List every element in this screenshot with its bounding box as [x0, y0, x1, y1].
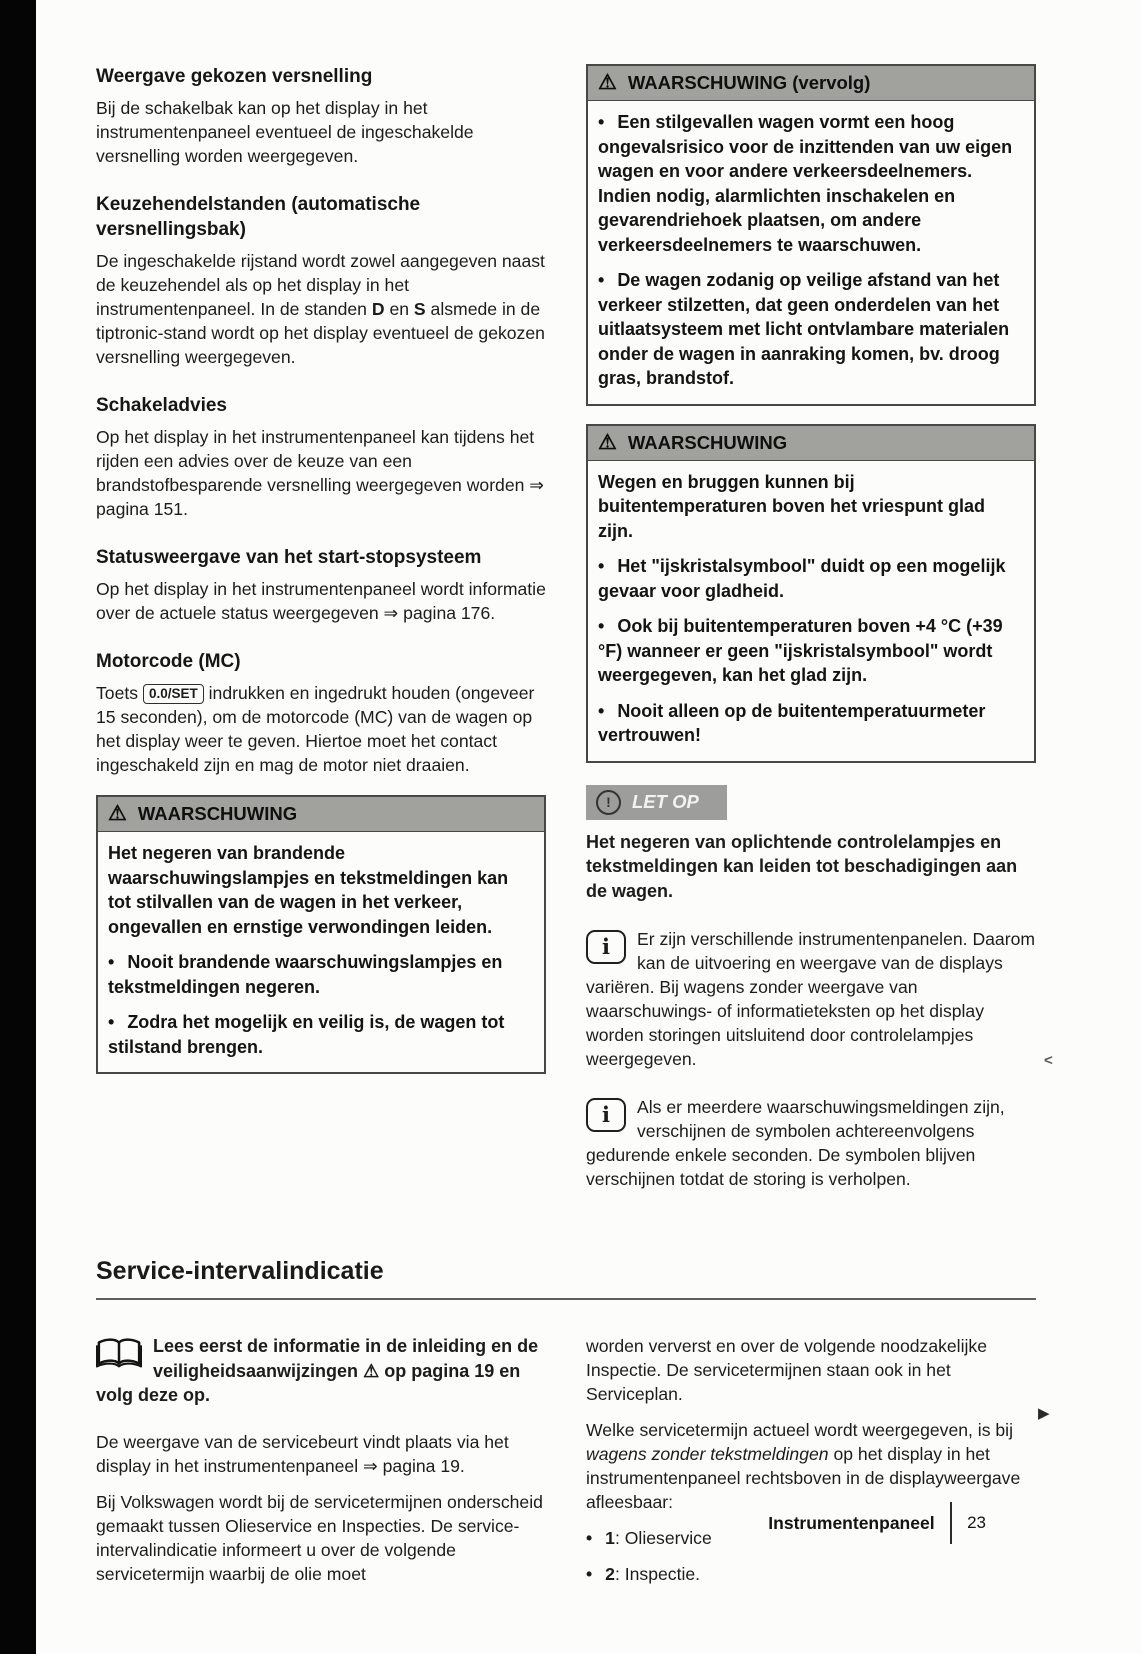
manual-book-icon — [96, 1337, 142, 1376]
service-paragraph: worden ververst en over de volgende noodzakelijke Inspectie. De servicetermijnen staan ook in het Serviceplan. — [586, 1336, 987, 1404]
gear-d-label: D — [371, 299, 385, 319]
service-columns — [96, 1334, 1036, 1598]
section-paragraph: Bij de schakelbak kan op het display in het instrumentenpaneel eventueel de ingeschakelde versnelling worden weergegeven. — [96, 98, 474, 166]
paragraph-text: op het display in het instrumentenpaneel rechtsboven in de displayweergave afleesbaar: — [586, 1444, 1021, 1512]
bullet-icon: • — [598, 556, 605, 576]
section-title: Statusweergave van het start-stopsysteem — [96, 547, 482, 568]
paragraph-text: alsmede in de tiptronic-stand wordt op het display eventueel de gekozen versnelling weergegeven. — [96, 299, 545, 367]
italic-term: wagens zonder tekstmeldingen — [586, 1444, 829, 1464]
bullet-icon: • — [586, 1564, 593, 1584]
warning-text: Het negeren van brandende waarschuwingslampjes en tekstmeldingen kan tot stilvallen van de wagen in het verkeer, ongevallen en ernstige verwondingen leiden. — [108, 843, 509, 937]
binding-spine — [0, 0, 36, 1654]
paragraph-text: De ingeschakelde rijstand wordt zowel aangegeven naast de keuzehendel als op het display in het instrumentenpaneel. In de standen — [96, 251, 545, 319]
warning-bullet-text: De wagen zodanig op veilige afstand van het verkeer stilzetten, dat geen onderdelen van het uitlaatsysteem met licht ontvlambare materialen onder de wagen in aanraking komen, bv. droog gras, brandstof. — [598, 270, 1010, 388]
bullet-icon: • — [598, 270, 605, 290]
left-column — [96, 60, 546, 1191]
warning-triangle-icon: ⚠ — [598, 71, 617, 94]
warning-box — [96, 795, 546, 1074]
paragraph-text: indrukken en ingedrukt houden (ongeveer 15 seconden), om de motorcode (MC) van de wagen op het display weer te geven. Hiertoe moet het contact ingeschakeld zijn en mag de motor niet draaien. — [96, 683, 535, 775]
notice-text: Het negeren van oplichtende controlelampjes en tekstmeldingen kan leiden tot beschadigingen aan de wagen. — [586, 831, 1018, 901]
paragraph-text: Welke servicetermijn actueel wordt weergegeven, is bij — [586, 1420, 1014, 1440]
top-columns — [96, 60, 1036, 1191]
section-paragraph — [96, 249, 546, 369]
right-column — [586, 60, 1036, 1191]
service-item-number: 1 — [605, 1528, 615, 1548]
scan-artifact-icon: < — [1044, 1052, 1053, 1069]
service-paragraph: De weergave van de servicebeurt vindt plaats via het display in het instrumentenpaneel ⇒ pagina 19. — [96, 1431, 509, 1476]
section-paragraph: Op het display in het instrumentenpaneel kan tijdens het rijden een advies over de keuze van een brandstofbesparende versnelling weergegeven worden ⇒ pagina 151. — [96, 427, 545, 519]
section-paragraph — [96, 681, 546, 777]
warning-bullet — [598, 110, 1024, 257]
info-note — [586, 927, 1036, 1071]
section-title: Schakeladvies — [96, 395, 227, 416]
notice-header — [586, 785, 727, 820]
service-section-heading: Service-intervalindicatie — [96, 1257, 1036, 1300]
set-button-keycap: 0.0/SET — [143, 684, 204, 704]
warning-bullet — [598, 614, 1024, 688]
footer-chapter-label: Instrumentenpaneel — [768, 1512, 935, 1533]
service-right-column — [586, 1334, 1036, 1598]
warning-text: Wegen en bruggen kunnen bij buitentemperaturen boven het vriespunt glad zijn. — [598, 471, 986, 541]
warning-bullet-text: Ook bij buitentemperaturen boven +4 °C (+39 °F) wanneer er geen "ijskristalsymbool" wordt weergegeven, kan het glad zijn. — [598, 616, 1003, 685]
info-note — [586, 1095, 1036, 1191]
warning-bullet-text: Het "ijskristalsymbool" duidt op een mogelijk gevaar voor gladheid. — [598, 556, 1006, 601]
warning-triangle-icon: ⚠ — [598, 430, 617, 454]
service-left-column — [96, 1334, 546, 1598]
notice-title: LET OP — [632, 791, 699, 812]
bullet-icon: • — [108, 1012, 115, 1032]
warning-box — [586, 424, 1036, 763]
page-continues-arrow-icon: ▶ — [1038, 1405, 1050, 1422]
warning-bullet-text: Nooit alleen op de buitentemperatuurmeter vertrouwen! — [598, 700, 986, 745]
bullet-icon: • — [586, 1528, 593, 1548]
gear-s-label: S — [413, 299, 426, 319]
bullet-icon: • — [108, 952, 115, 972]
paragraph-text: Toets — [96, 683, 143, 703]
page-footer — [768, 1502, 986, 1544]
warning-title: WAARSCHUWING — [137, 803, 298, 824]
warning-box-continued — [586, 64, 1036, 406]
warning-bullet — [598, 699, 1024, 748]
warning-header — [588, 66, 1034, 101]
service-item-text: : Inspectie. — [614, 1564, 701, 1584]
warning-body — [98, 832, 544, 1072]
service-intro-text: Lees eerst de informatie in de inleiding en de veiligheidsaanwijzingen — [153, 1336, 539, 1381]
warning-bullet-text: Een stilgevallen wagen vormt een hoog ongevalsrisico voor de inzittenden van uw eigen wagen en voor andere verkeersdeelnemers. Indien nodig, alarmlichten inschakelen en gevarendriehoek plaatsen, om andere verkeersdeelnemers te waarschuwen. — [598, 112, 1013, 255]
warning-triangle-icon: ⚠ — [363, 1360, 380, 1381]
section-paragraph: Op het display in het instrumentenpaneel wordt informatie over de actuele status weergegeven ⇒ pagina 176. — [96, 579, 546, 623]
service-paragraph: Bij Volkswagen wordt bij de servicetermijnen onderscheid gemaakt tussen Olieservice en Inspecties. De service-intervalindicatie informeert u over de volgende servicetermijn waarbij de olie moet — [96, 1491, 543, 1584]
warning-body — [588, 461, 1034, 761]
warning-bullet — [598, 268, 1024, 391]
bullet-icon: • — [598, 700, 605, 721]
info-icon: i — [586, 930, 626, 964]
section-title: Motorcode (MC) — [96, 651, 241, 672]
service-list-item — [586, 1562, 1036, 1586]
warning-header — [98, 797, 544, 832]
service-intro-text: op pagina 19 en volg deze op. — [96, 1360, 521, 1405]
warning-bullet — [108, 1010, 534, 1059]
warning-header — [588, 426, 1034, 461]
warning-bullet — [108, 950, 534, 999]
page-content — [96, 60, 1036, 1598]
service-item-text: : Olieservice — [614, 1528, 712, 1548]
notice-box — [586, 785, 1036, 904]
info-note-text: Als er meerdere waarschuwingsmeldingen zijn, verschijnen de symbolen achtereenvolgens gedurende enkele seconden. De symbolen blijven verschijnen totdat de storing is verholpen. — [586, 1097, 1005, 1189]
warning-body — [588, 101, 1034, 404]
footer-divider — [950, 1502, 953, 1544]
exclamation-circle-icon: ! — [596, 790, 621, 815]
service-intro — [96, 1334, 546, 1408]
warning-bullet-text: Nooit brandende waarschuwingslampjes en tekstmeldingen negeren. — [108, 952, 503, 997]
warning-triangle-icon: ⚠ — [108, 802, 127, 825]
section-title: Weergave gekozen versnelling — [96, 66, 373, 87]
warning-title: WAARSCHUWING — [627, 431, 788, 453]
bullet-icon: • — [598, 112, 605, 132]
info-note-text: Er zijn verschillende instrumentenpanelen. Daarom kan de uitvoering en weergave van de displays variëren. Bij wagens zonder weergave van waarschuwings- of informatieteksten op het display worden storingen uitsluitend door controlelampjes weergegeven. — [586, 929, 1036, 1069]
paragraph-text: en — [384, 299, 414, 319]
bullet-icon: • — [598, 616, 605, 636]
page-number: 23 — [967, 1513, 986, 1532]
info-icon: i — [586, 1098, 626, 1132]
warning-title: WAARSCHUWING (vervolg) — [627, 72, 871, 93]
section-title: Keuzehendelstanden (automatische versnellingsbak) — [96, 194, 421, 240]
service-item-number: 2 — [605, 1564, 615, 1584]
service-paragraph — [586, 1418, 1036, 1514]
warning-bullet-text: Zodra het mogelijk en veilig is, de wagen tot stilstand brengen. — [108, 1012, 505, 1057]
warning-bullet — [598, 554, 1024, 603]
